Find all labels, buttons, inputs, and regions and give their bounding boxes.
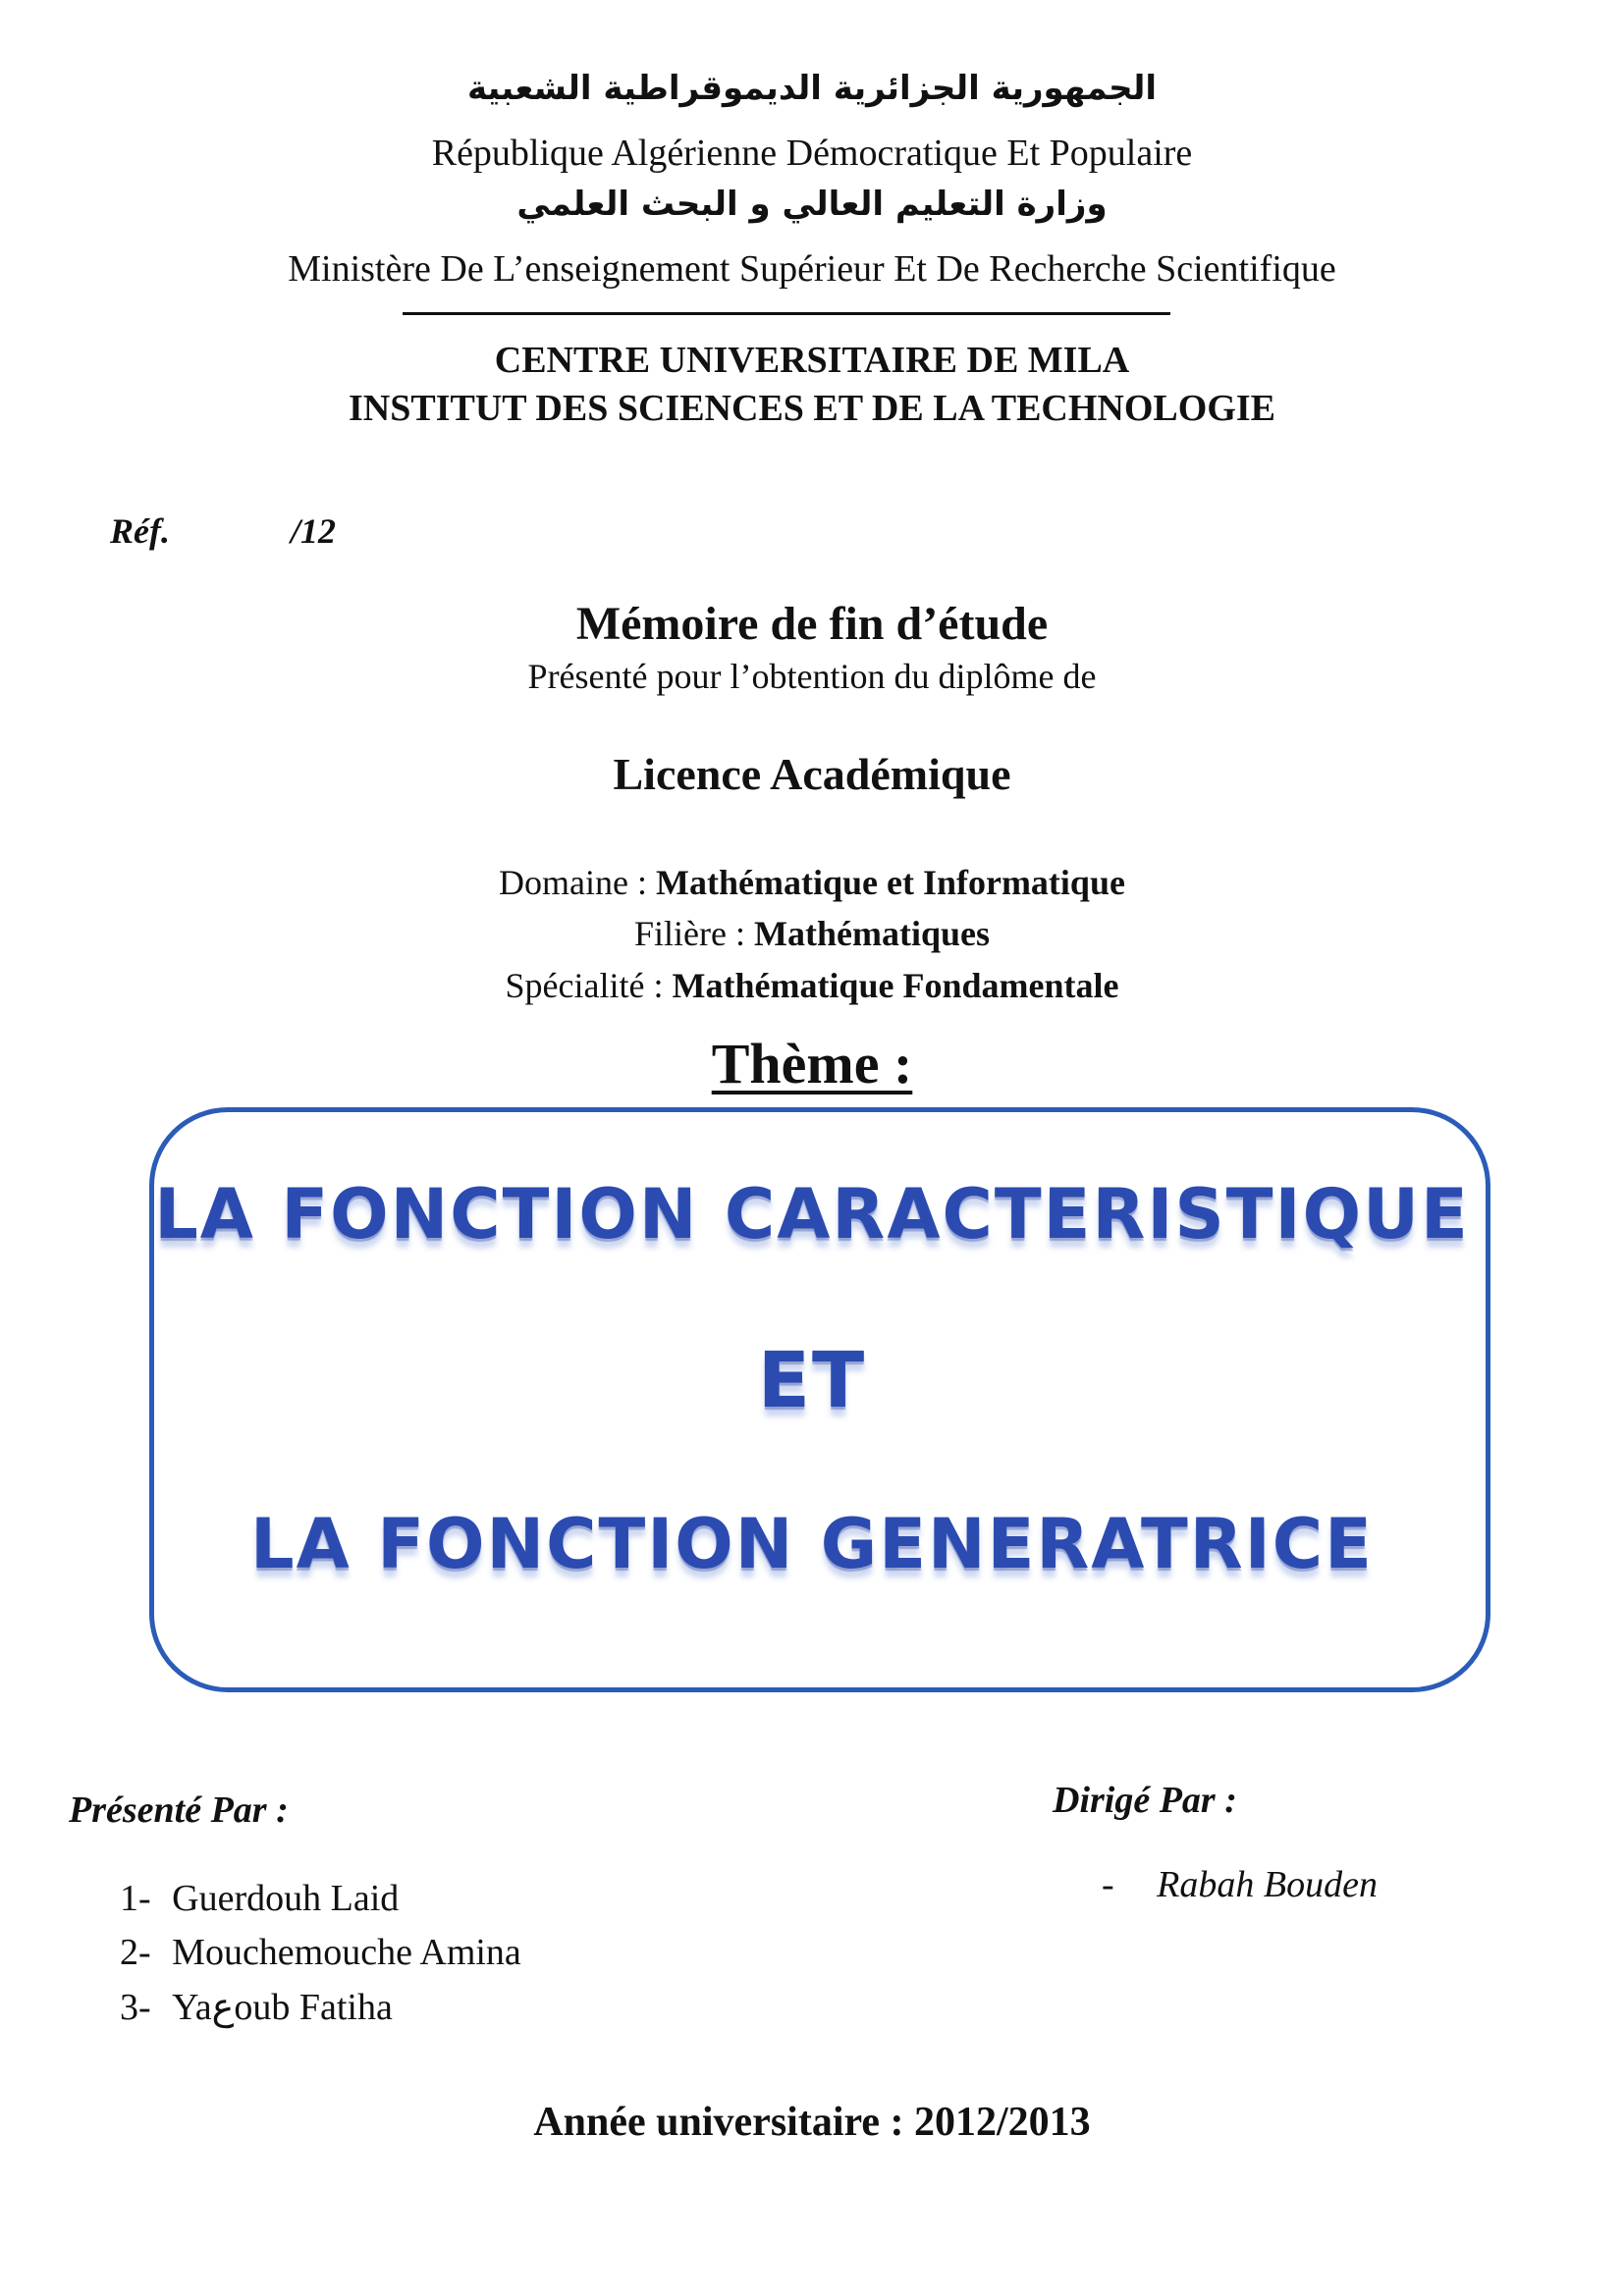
republic-french: République Algérienne Démocratique Et Populaire [431,133,1193,174]
domaine-label: Domaine : [499,863,657,902]
specialite-label: Spécialité : [505,966,673,1005]
domaine-value: Mathématique et Informatique [656,863,1125,902]
directed-by-label: Dirigé Par : [1053,1780,1237,1821]
memoire-subtitle: Présenté pour l’obtention du diplôme de [527,657,1097,696]
student-number: 2- [120,1932,151,1973]
centre-universitaire: CENTRE UNIVERSITAIRE DE MILA [494,340,1130,381]
filiere-value: Mathématiques [754,914,990,953]
student-item [120,1877,399,1920]
student-number: 3- [120,1987,151,2028]
reference-label: Réf. [110,511,170,551]
supervisor-name: Rabah Bouden [1157,1864,1378,1905]
specialite-line [0,965,1624,1006]
ministry-french: Ministère De L’enseignement Supérieur Et De Recherche Scientifique [288,248,1336,290]
filiere-line [0,913,1624,954]
filiere-label: Filière : [634,914,754,953]
theme-title-line2: ET [757,1337,867,1425]
student-item [120,1985,393,2029]
specialite-value: Mathématique Fondamentale [672,966,1119,1005]
theme-title-line3: LA FONCTION GENERATRICE [250,1504,1374,1584]
domaine-line [0,862,1624,903]
academic-year: Année universitaire : 2012/2013 [533,2100,1091,2145]
memoire-title: Mémoire de fin d’étude [575,598,1049,650]
student-number: 1- [120,1878,151,1919]
reference-value: /12 [291,511,337,551]
student-item [120,1931,521,1974]
header-divider [403,312,1170,315]
theme-title-line1: LA FONCTION CARACTERISTIQUE [154,1174,1470,1255]
presented-by-label: Présenté Par : [69,1789,289,1831]
ministry-arabic: وزارة التعليم العالي و البحث العلمي [516,185,1108,224]
supervisor-dash: - [1102,1864,1114,1905]
student-name: Yaعoub Fatiha [172,1987,393,2028]
student-name: Mouchemouche Amina [172,1932,521,1973]
republic-arabic: الجمهورية الجزائرية الديموقراطية الشعبية [466,69,1158,108]
student-name: Guerdouh Laid [172,1878,400,1919]
supervisor-item [1102,1863,1378,1906]
degree-title: Licence Académique [613,749,1011,799]
institut-name: INSTITUT DES SCIENCES ET DE LA TECHNOLOGIE [348,388,1276,429]
theme-label: Thème : [711,1032,913,1095]
